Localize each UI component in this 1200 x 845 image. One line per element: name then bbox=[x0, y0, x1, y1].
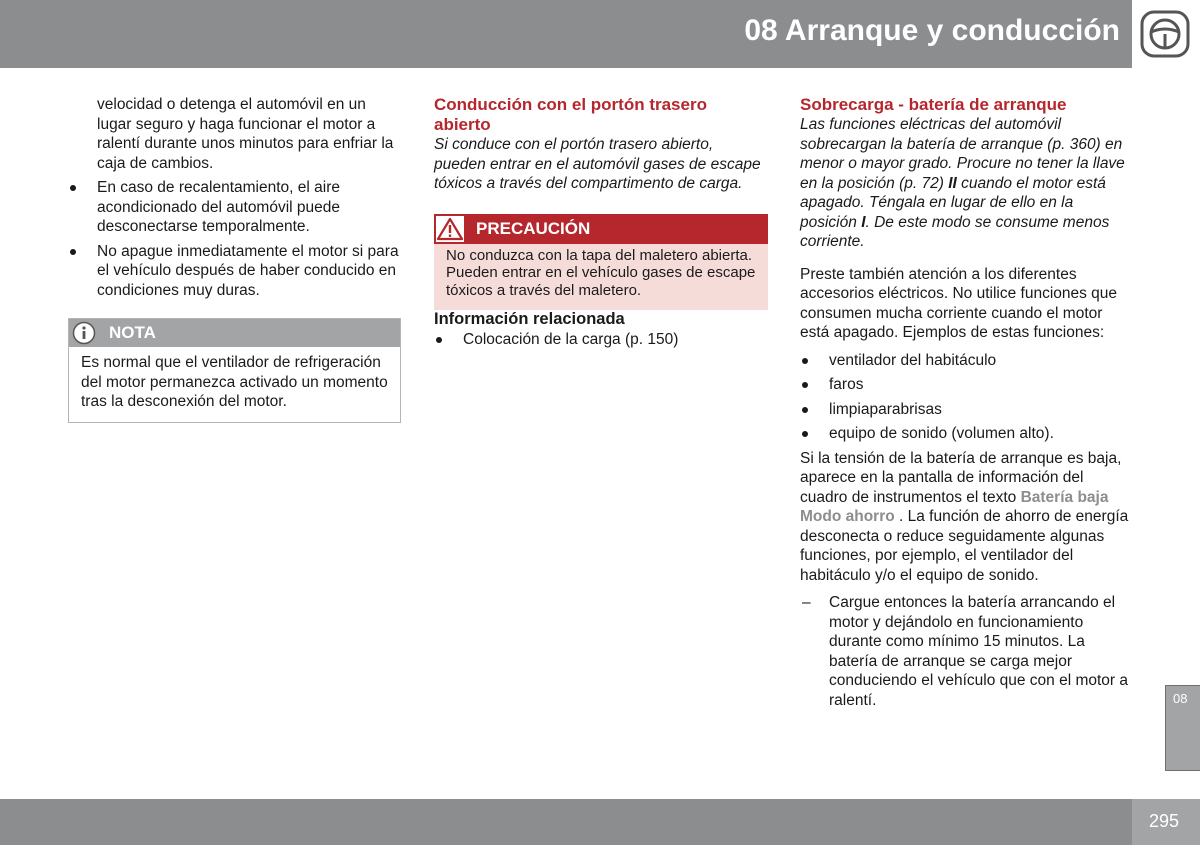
bullet-dot bbox=[436, 337, 442, 343]
section-intro: Si conduce con el portón trasero abierto, pueden entrar en el automóvil gases de escape tóxicos a través del compartimento de carga. bbox=[434, 136, 761, 192]
section-heading: Sobrecarga - batería de arranque bbox=[800, 95, 1067, 114]
list-item: En caso de recalentamiento, el aire acondicionado del automóvil puede desconectarse temporalmente. bbox=[68, 178, 401, 237]
warning-text: No conduzca con la tapa del maletero abierta. Pueden entrar en el vehículo gases de escape tóxicos a través del maletero. bbox=[446, 246, 756, 299]
warning-header bbox=[434, 214, 768, 244]
related-info-list bbox=[434, 330, 768, 350]
paragraph: Preste también atención a los diferentes accesorios eléctricos. No utilice funciones que consumen mucha corriente cuando el motor está apagado. Ejemplos de estas funciones: bbox=[800, 265, 1118, 341]
related-link[interactable]: Colocación de la carga (p. 150) bbox=[434, 330, 768, 350]
chapter-tab bbox=[1165, 685, 1200, 771]
note-title: NOTA bbox=[109, 323, 156, 342]
bullet-list bbox=[68, 178, 401, 300]
paragraph: Si la tensión de la batería de arranque es baja, aparece en la pantalla de información del cuadro de instrumentos el texto Batería baja Modo ahorro . La función de ahorro de energía desconecta o reduce seguidamente algunas funciones, por ejemplo, el ventilador del habitáculo y/o el equipo de sonido. bbox=[800, 449, 1129, 584]
list-item: No apague inmediatamente el motor si para el vehículo después de haber conducido en condiciones muy duras. bbox=[68, 242, 401, 301]
note-box bbox=[68, 318, 401, 423]
warning-box bbox=[434, 214, 768, 311]
info-icon bbox=[72, 321, 96, 345]
page-footer bbox=[0, 799, 1132, 845]
list-item: limpiaparabrisas bbox=[800, 400, 1130, 420]
column-2 bbox=[434, 95, 768, 354]
page-header bbox=[0, 0, 1132, 68]
bullet-dot bbox=[802, 407, 808, 413]
section-intro: Las funciones eléctricas del automóvil sobrecargan la batería de arranque (p. 360) en menor o mayor grado. Procure no tener la llave en la posición (p. 72) II cuando el motor está apagado. Téngala en lugar de ello en la posición I. De este modo se consume menos corriente. bbox=[800, 116, 1125, 250]
chapter-title: 08 Arranque y conducción bbox=[744, 14, 1120, 47]
column-1 bbox=[68, 95, 401, 423]
continued-text: velocidad o detenga el automóvil en un lugar seguro y haga funcionar el motor a ralentí durante unos minutos para enfriar la caja de cambios. bbox=[97, 96, 394, 172]
bullet-dot bbox=[70, 185, 76, 191]
bullet-list bbox=[800, 351, 1130, 444]
chapter-icon-box bbox=[1132, 0, 1200, 68]
bullet-dot bbox=[802, 358, 808, 364]
bullet-dot bbox=[802, 431, 808, 437]
page-number: 295 bbox=[1149, 811, 1180, 831]
steering-wheel-icon bbox=[1140, 10, 1190, 58]
dash-mark: – bbox=[802, 594, 811, 611]
page-number-box bbox=[1132, 799, 1200, 845]
column-3 bbox=[800, 95, 1130, 710]
display-message: Batería baja Modo ahorro bbox=[800, 488, 1109, 525]
list-item: equipo de sonido (volumen alto). bbox=[800, 424, 1130, 444]
list-item: ventilador del habitáculo bbox=[800, 351, 1130, 371]
chapter-tab-label: 08 bbox=[1173, 691, 1188, 706]
related-info-heading: Información relacionada bbox=[434, 310, 625, 328]
note-header bbox=[69, 319, 400, 347]
bullet-dot bbox=[802, 382, 808, 388]
note-text: Es normal que el ventilador de refrigeración del motor permanezca activado un momento tras la desconexión del motor. bbox=[81, 354, 388, 410]
bullet-dot bbox=[70, 249, 76, 255]
warning-title: PRECAUCIÓN bbox=[476, 218, 591, 238]
list-item: faros bbox=[800, 375, 1130, 395]
step-item: – Cargue entonces la batería arrancando el motor y dejándolo en funcionamiento durante como mínimo 15 minutos. La batería de arranque se carga mejor conduciendo el vehículo que con el motor a ralentí. bbox=[802, 594, 1129, 709]
warning-icon bbox=[436, 216, 464, 242]
section-heading: Conducción con el portón trasero abierto bbox=[434, 95, 707, 134]
